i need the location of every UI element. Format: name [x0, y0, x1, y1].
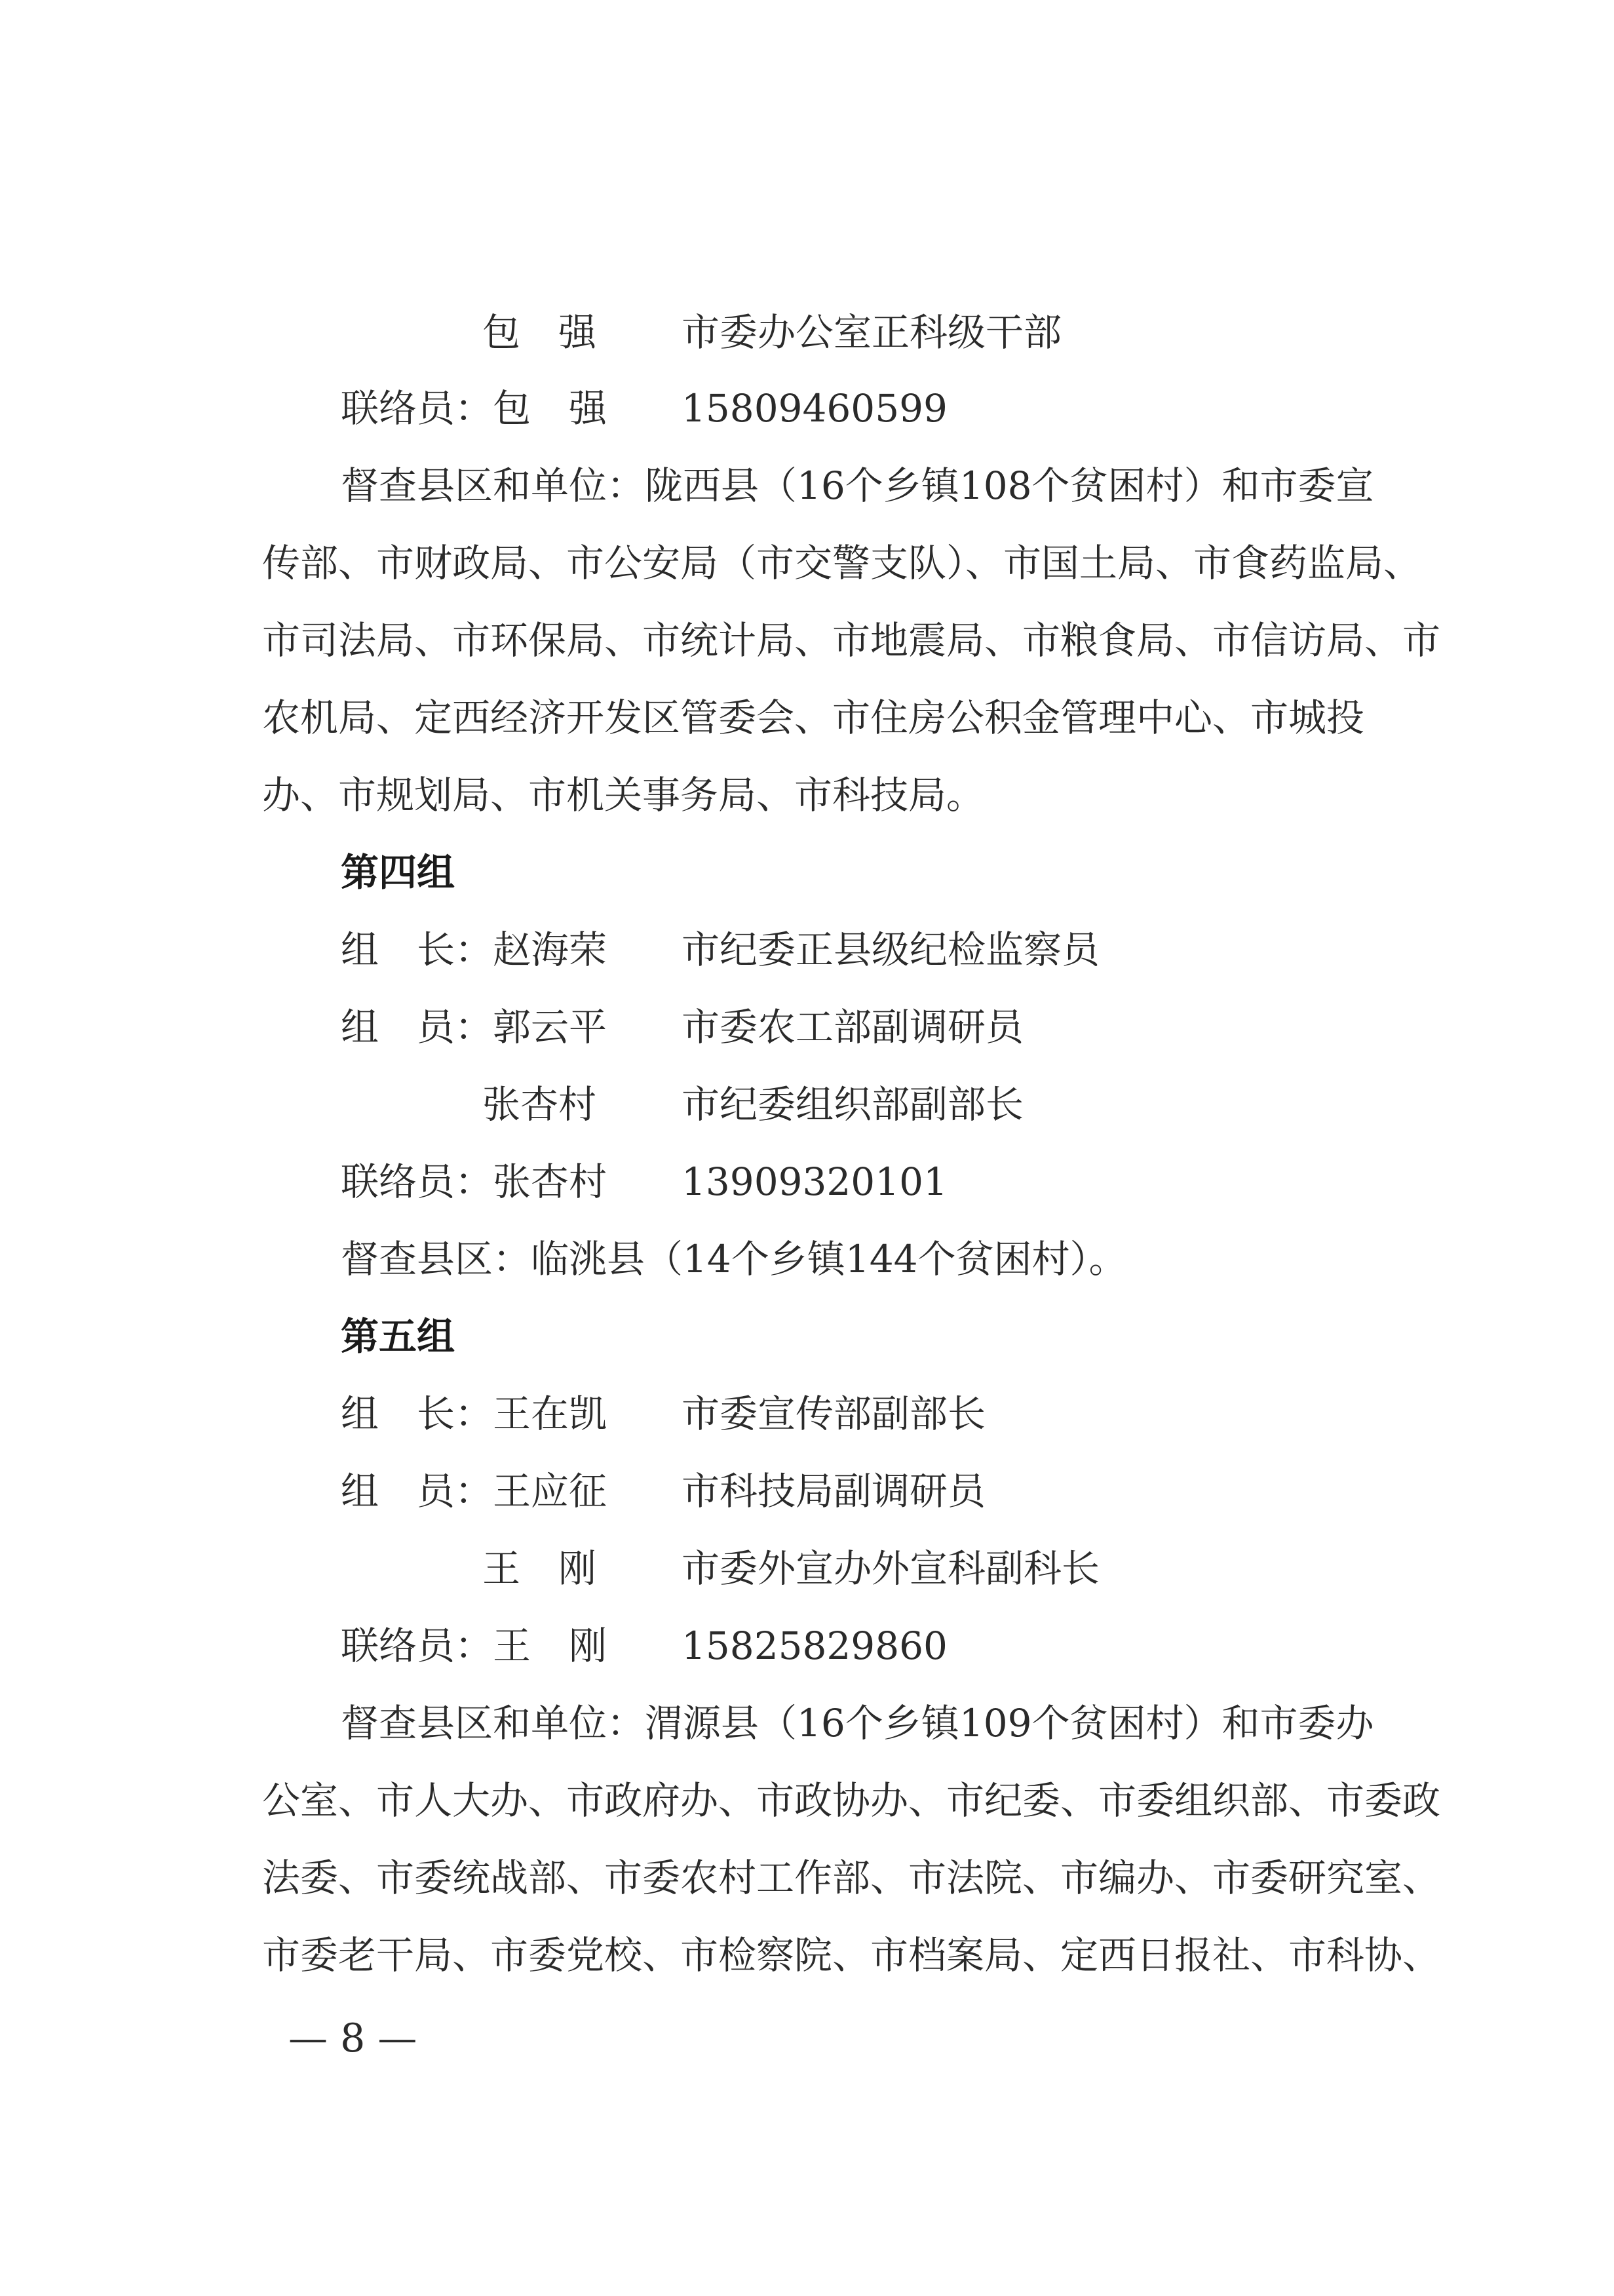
group-member-role: 市委农工部副调研员	[682, 1005, 1024, 1049]
contact-phone: 13909320101	[682, 1159, 948, 1204]
group-member-role: 市委外宣办外宣科副科长	[682, 1546, 1100, 1591]
scope-paragraph-line: 督查县区和单位：陇西县（16个乡镇108个贫困村）和市委宣	[341, 463, 1374, 508]
group-scope: 督查县区：临洮县（14个乡镇144个贫困村）。	[341, 1237, 1127, 1281]
scope-paragraph-line: 督查县区和单位：渭源县（16个乡镇109个贫困村）和市委办	[341, 1701, 1374, 1745]
scope-paragraph-line: 公室、市人大办、市政府办、市政协办、市纪委、市委组织部、市委政	[262, 1778, 1441, 1823]
contact-label: 联络员：王 刚	[341, 1624, 607, 1668]
group-title: 第五组	[341, 1314, 455, 1359]
contact-phone: 15809460599	[682, 386, 948, 431]
scope-paragraph-line: 市司法局、市环保局、市统计局、市地震局、市粮食局、市信访局、市	[262, 618, 1441, 663]
group-member-label: 组 员：郭云平	[341, 1005, 607, 1049]
group-member-role: 市科技局副调研员	[682, 1469, 986, 1513]
member-role: 市委办公室正科级干部	[682, 310, 1062, 355]
group-member-name: 张杏村	[482, 1082, 597, 1127]
contact-phone: 15825829860	[682, 1624, 948, 1668]
scope-paragraph-line: 传部、市财政局、市公安局（市交警支队）、市国土局、市食药监局、	[262, 541, 1422, 585]
group-leader-label: 组 长：王在凯	[341, 1391, 607, 1436]
group-leader-label: 组 长：赵海荣	[341, 927, 607, 972]
scope-paragraph-line: 办、市规划局、市机关事务局、市科技局。	[262, 773, 985, 817]
page-number: — 8 —	[288, 2015, 417, 2061]
scope-paragraph-line: 市委老干局、市委党校、市检察院、市档案局、定西日报社、市科协、	[262, 1933, 1441, 1977]
group-leader-role: 市纪委正县级纪检监察员	[682, 927, 1100, 972]
contact-label: 联络员：张杏村	[341, 1159, 607, 1204]
group-leader-role: 市委宣传部副部长	[682, 1391, 986, 1436]
group-member-role: 市纪委组织部副部长	[682, 1082, 1024, 1127]
scope-paragraph-line: 法委、市委统战部、市委农村工作部、市法院、市编办、市委研究室、	[262, 1856, 1441, 1900]
group-title: 第四组	[341, 850, 455, 895]
member-name: 包 强	[482, 310, 597, 355]
group-member-label: 组 员：王应征	[341, 1469, 607, 1513]
scope-paragraph-line: 农机局、定西经济开发区管委会、市住房公积金管理中心、市城投	[262, 695, 1365, 740]
contact-label: 联络员：包 强	[341, 386, 607, 431]
group-member-name: 王 刚	[482, 1546, 597, 1591]
